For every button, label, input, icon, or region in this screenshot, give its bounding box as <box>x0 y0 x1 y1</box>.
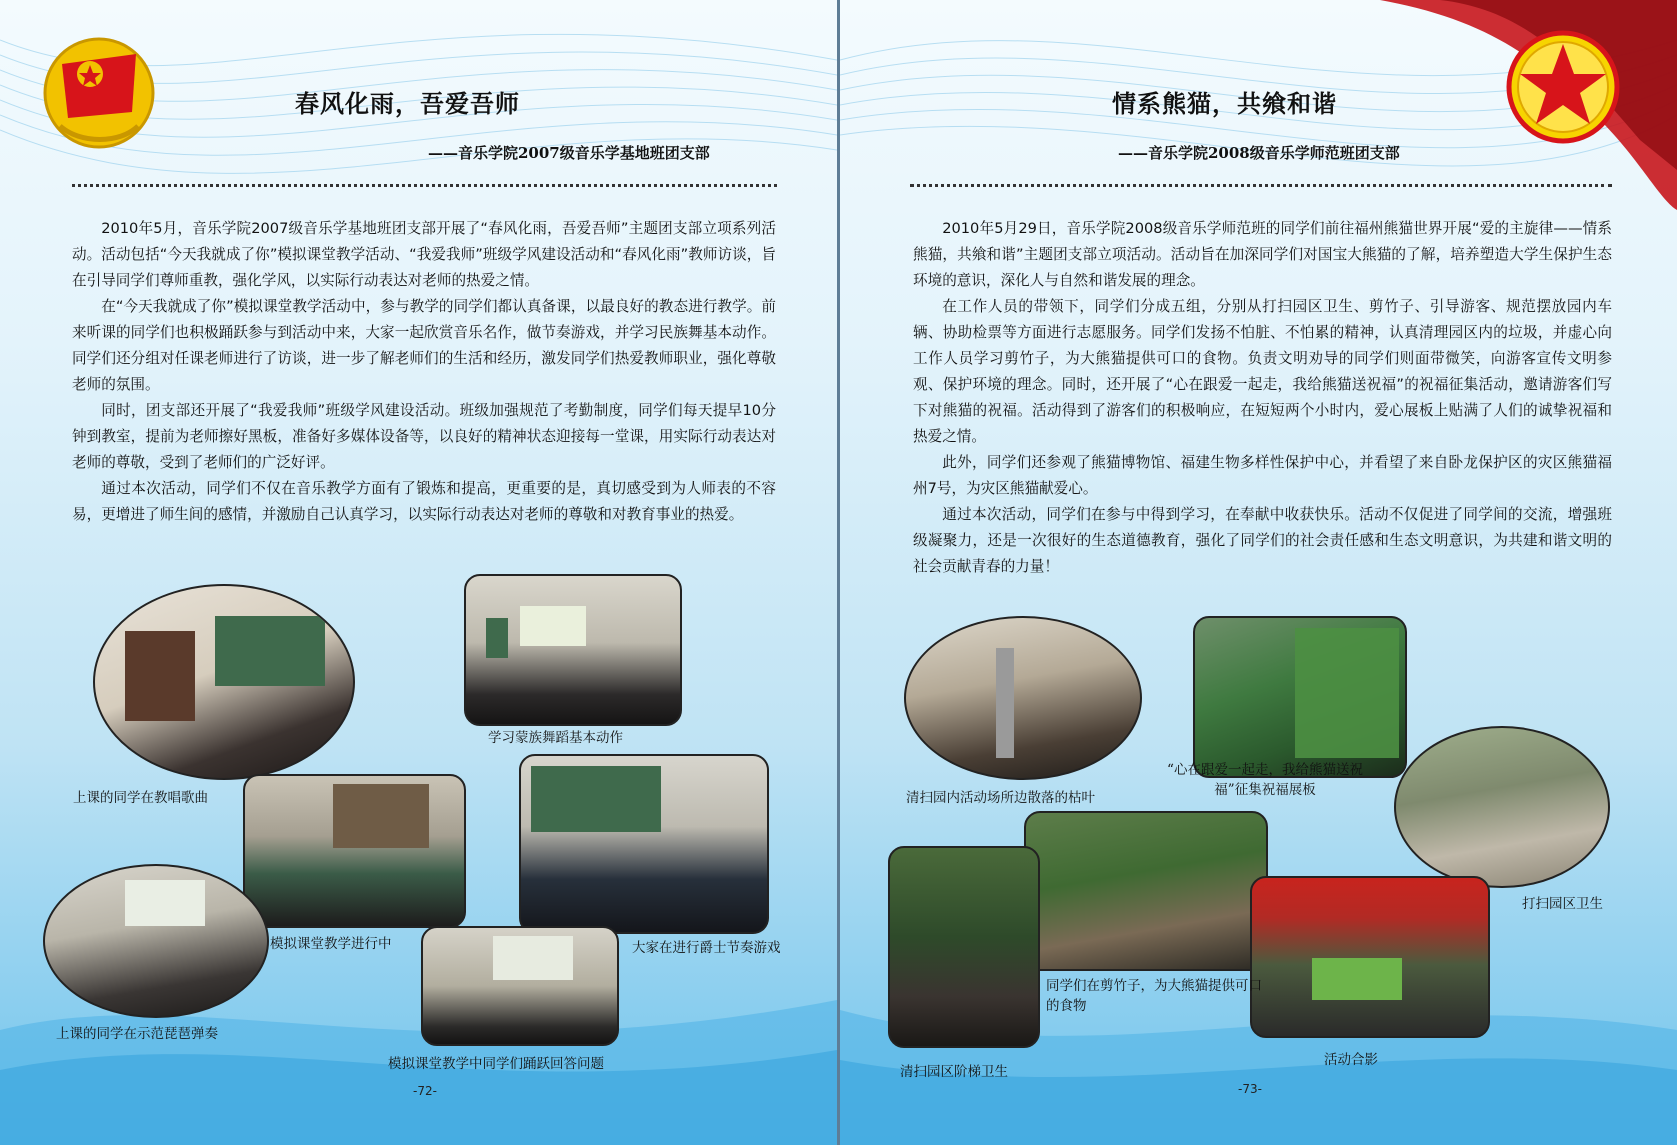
photo-blessing-board <box>1193 616 1407 778</box>
photo-pipa-demo <box>43 864 269 1018</box>
photo-answering-questions <box>421 926 619 1046</box>
page-subtitle: ——音乐学院2007级音乐学基地班团支部 <box>428 144 710 162</box>
photo-cutting-bamboo <box>1024 811 1268 971</box>
page-title: 春风化雨，吾爱吾师 <box>295 89 520 118</box>
caption-mock-class: 模拟课堂教学进行中 <box>270 936 392 952</box>
page-number: -72- <box>413 1084 437 1098</box>
caption-jazz: 大家在进行爵士节奏游戏 <box>632 940 781 956</box>
left-page <box>0 0 837 1145</box>
photo-group <box>1250 876 1490 1038</box>
caption-group: 活动合影 <box>1324 1052 1378 1068</box>
photo-singing-class <box>93 584 355 780</box>
article-body <box>913 216 1612 580</box>
star-emblem-icon <box>1504 28 1622 146</box>
page-title: 情系熊猫，共飨和谐 <box>1112 89 1337 118</box>
caption-answer: 模拟课堂教学中同学们踊跃回答问题 <box>388 1056 604 1072</box>
caption-stairs: 清扫园区阶梯卫生 <box>900 1064 1008 1080</box>
photo-sweeping-park <box>1394 726 1610 888</box>
caption-board: “心在跟爱一起走，我给熊猫送祝福”征集祝福展板 <box>1167 762 1363 798</box>
page-number: -73- <box>1238 1082 1262 1096</box>
paragraph: 2010年5月29日，音乐学院2008级音乐学师范班的同学们前往福州熊猫世界开展“爱的主旋律——情系熊猫，共飨和谐”主题团支部立项活动。活动旨在加深同学们对国宝大熊猫的了解，培养塑造大学生保护生态环境的意识，深化人与自然和谐发展的理念。 <box>913 220 1612 289</box>
article-body <box>72 216 776 528</box>
caption-singing: 上课的同学在教唱歌曲 <box>73 790 208 806</box>
photo-mongolian-dance <box>464 574 682 726</box>
dotted-divider <box>910 184 1612 187</box>
right-page <box>840 0 1677 1145</box>
caption-sweep: 打扫园区卫生 <box>1522 896 1603 912</box>
paragraph: 通过本次活动，同学们不仅在音乐教学方面有了锻炼和提高，更重要的是，真切感受到为人师表的不容易，更增进了师生间的感情，并激励自己认真学习，以实际行动表达对老师的尊敬和对教育事业的热爱。 <box>72 480 776 523</box>
caption-pipa: 上课的同学在示范琵琶弹奏 <box>56 1026 218 1042</box>
caption-bamboo: 同学们在剪竹子，为大熊猫提供可口的食物 <box>1046 978 1262 1014</box>
photo-mock-class <box>243 774 466 928</box>
paragraph: 在工作人员的带领下，同学们分成五组，分别从打扫园区卫生、剪竹子、引导游客、规范摆放园内车辆、协助检票等方面进行志愿服务。同学们发扬不怕脏、不怕累的精神，认真清理园区内的垃圾，并虚心向工作人员学习剪竹子，为大熊猫提供可口的食物。负责文明劝导的同学们则面带微笑，向游客宣传文明参观、保护环境的理念。同时，还开展了“心在跟爱一起走，我给熊猫送祝福”的祝福征集活动，邀请游客们写下对熊猫的祝福。活动得到了游客们的积极响应，在短短两个小时内，爱心展板上贴满了人们的诚挚祝福和热爱之情。 <box>913 298 1612 445</box>
paragraph: 通过本次活动，同学们在参与中得到学习，在奉献中收获快乐。活动不仅促进了同学间的交流，增强班级凝聚力，还是一次很好的生态道德教育，强化了同学们的社会责任感和生态文明意识，为共建和谐文明的社会贡献青春的力量！ <box>913 506 1612 575</box>
photo-stairs-cleaning <box>888 846 1040 1048</box>
page-subtitle: ——音乐学院2008级音乐学师范班团支部 <box>1118 144 1400 162</box>
paragraph: 同时，团支部还开展了“我爱我师”班级学风建设活动。班级加强规范了考勤制度，同学们每天提早10分钟到教室，提前为老师擦好黑板，准备好多媒体设备等，以良好的精神状态迎接每一堂课，用实际行动表达对老师的尊敬，受到了老师们的广泛好评。 <box>72 402 776 471</box>
photo-sweeping-leaves <box>904 616 1142 780</box>
caption-dance: 学习蒙族舞蹈基本动作 <box>488 730 623 746</box>
photo-jazz-rhythm-game <box>519 754 769 934</box>
paragraph: 2010年5月，音乐学院2007级音乐学基地班团支部开展了“春风化雨，吾爱吾师”主题团支部立项系列活动。活动包括“今天我就成了你”模拟课堂教学活动、“我爱我师”班级学风建设活动和“春风化雨”教师访谈，旨在引导同学们尊师重教，强化学风，以实际行动表达对老师的热爱之情。 <box>72 220 776 289</box>
communist-youth-league-emblem-icon <box>40 34 158 152</box>
dotted-divider <box>72 184 777 187</box>
paragraph: 此外，同学们还参观了熊猫博物馆、福建生物多样性保护中心，并看望了来自卧龙保护区的灾区熊猫福州7号，为灾区熊猫献爱心。 <box>913 454 1612 497</box>
caption-leaves: 清扫园内活动场所边散落的枯叶 <box>906 790 1095 806</box>
paragraph: 在“今天我就成了你”模拟课堂教学活动中，参与教学的同学们都认真备课，以最良好的教态进行教学。前来听课的同学们也积极踊跃参与到活动中来，大家一起欣赏音乐名作，做节奏游戏，并学习民族舞基本动作。同学们还分组对任课老师进行了访谈，进一步了解老师们的生活和经历，激发同学们热爱教师职业，强化尊敬老师的氛围。 <box>72 298 776 393</box>
